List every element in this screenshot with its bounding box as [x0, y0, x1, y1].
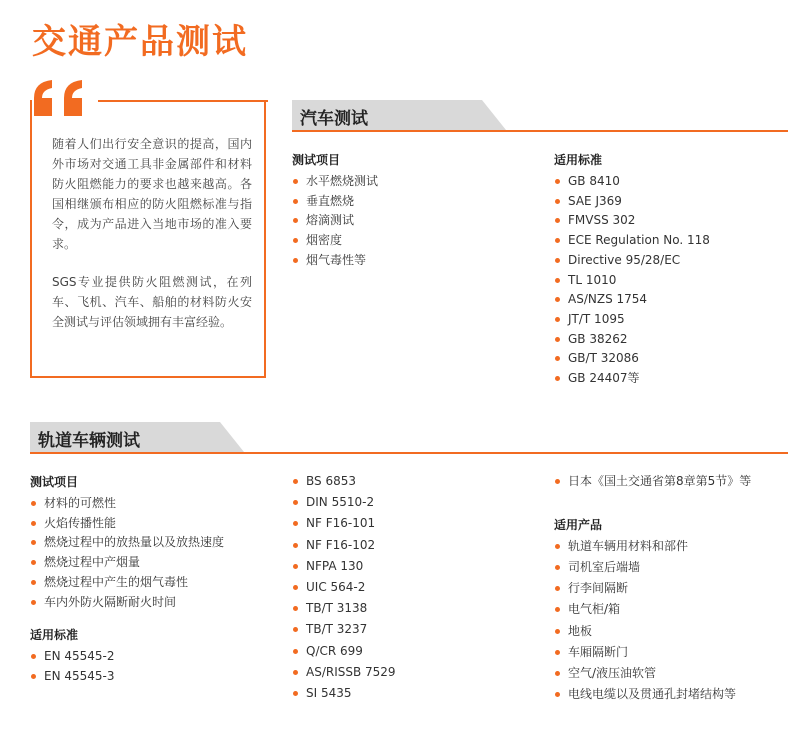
- rail-products-title: 适用产品: [554, 517, 603, 532]
- rail-test-items: [30, 473, 280, 687]
- auto-section-heading: 汽车测试: [300, 109, 368, 129]
- list-item: 司机室后端墙: [554, 558, 794, 578]
- rail-section-heading: 轨道车辆测试: [38, 431, 140, 451]
- list-item: NF F16-102: [292, 536, 532, 556]
- list-item: 燃烧过程中产生的烟气毒性: [30, 573, 280, 593]
- list-item: 熔滴测试: [292, 211, 522, 231]
- list-item: SAE J369: [554, 192, 784, 212]
- intro-text: [52, 134, 252, 350]
- list-item: 烟密度: [292, 231, 522, 251]
- page-title: 交通产品测试: [32, 22, 248, 62]
- intro-paragraph-2: SGS专业提供防火阻燃测试，在列车、飞机、汽车、船舶的材料防火安全测试与评估领域拥有丰富经验。: [52, 275, 252, 329]
- auto-test-items-title: 测试项目: [292, 153, 341, 167]
- list-item: NF F16-101: [292, 514, 532, 534]
- list-item: BS 6853: [292, 472, 532, 492]
- list-item: EN 45545-3: [30, 667, 280, 687]
- rail-standards-title: 适用标准: [30, 628, 79, 643]
- list-item: TL 1010: [554, 271, 784, 291]
- list-item: 火焰传播性能: [30, 514, 280, 534]
- list-item: 燃烧过程中产烟量: [30, 553, 280, 573]
- auto-standards-title: 适用标准: [554, 153, 603, 167]
- list-item: GB/T 32086: [554, 349, 784, 369]
- list-item: DIN 5510-2: [292, 493, 532, 513]
- list-item: SI 5435: [292, 684, 532, 704]
- list-item: AS/NZS 1754: [554, 290, 784, 310]
- list-item: GB 38262: [554, 330, 784, 350]
- list-item: 地板: [554, 622, 794, 642]
- rail-standards-cont: [292, 472, 532, 704]
- list-item: 烟气毒性等: [292, 251, 522, 271]
- list-item: 垂直燃烧: [292, 192, 522, 212]
- list-item: TB/T 3237: [292, 620, 532, 640]
- list-item: 电气柜/箱: [554, 600, 794, 620]
- intro-paragraph-1: 随着人们出行安全意识的提高，国内外市场对交通工具非金属部件和材料防火阻燃能力的要求也越来越高。各国相继颁布相应的防火阻燃标准与指令，成为产品进入当地市场的准入要求。: [52, 137, 252, 251]
- list-item: 材料的可燃性: [30, 494, 280, 514]
- list-item: 日本《国土交通省第8章第5节》等: [554, 472, 794, 492]
- list-item: ECE Regulation No. 118: [554, 231, 784, 251]
- list-item: 车厢隔断门: [554, 643, 794, 663]
- list-item: Q/CR 699: [292, 642, 532, 662]
- list-item: AS/RISSB 7529: [292, 663, 532, 683]
- auto-standards: [554, 151, 784, 389]
- rail-standards-and-products: [554, 472, 794, 705]
- list-item: EN 45545-2: [30, 647, 280, 667]
- list-item: GB 8410: [554, 172, 784, 192]
- list-item: GB 24407等: [554, 369, 784, 389]
- list-item: 水平燃烧测试: [292, 172, 522, 192]
- list-item: Directive 95/28/EC: [554, 251, 784, 271]
- list-item: JT/T 1095: [554, 310, 784, 330]
- list-item: 车内外防火隔断耐火时间: [30, 593, 280, 613]
- list-item: TB/T 3138: [292, 599, 532, 619]
- list-item: 燃烧过程中的放热量以及放热速度: [30, 533, 280, 553]
- rail-section-header: [30, 422, 788, 452]
- list-item: FMVSS 302: [554, 211, 784, 231]
- list-item: UIC 564-2: [292, 578, 532, 598]
- auto-test-items: [292, 151, 522, 271]
- list-item: 轨道车辆用材料和部件: [554, 537, 794, 557]
- list-item: 行李间隔断: [554, 579, 794, 599]
- list-item: NFPA 130: [292, 557, 532, 577]
- auto-section-header: [292, 100, 788, 130]
- list-item: 电线电缆以及贯通孔封堵结构等: [554, 685, 794, 705]
- rail-test-items-title: 测试项目: [30, 475, 79, 489]
- list-item: 空气/液压油软管: [554, 664, 794, 684]
